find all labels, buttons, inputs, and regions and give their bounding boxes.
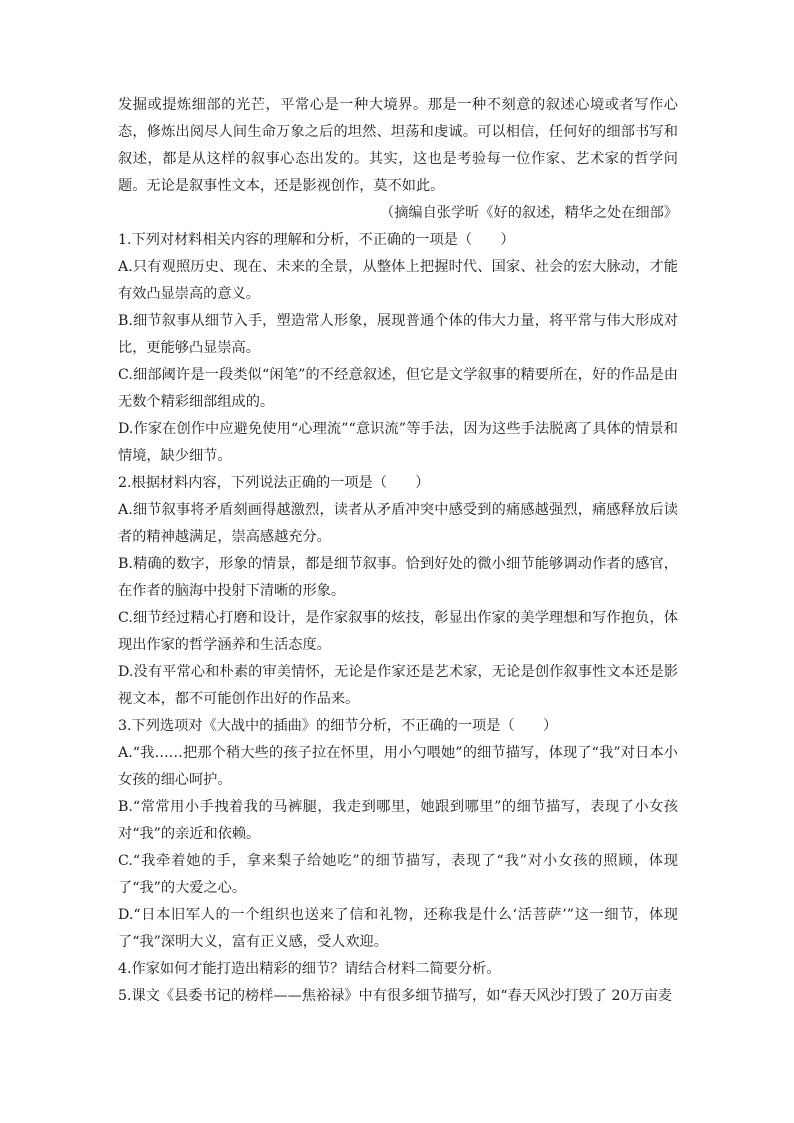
- option-d: D.没有平常心和朴素的审美情怀，无论是作家还是艺术家，无论是创作叙事性文本还是影视文本，都不可能创作出好的作品来。: [118, 664, 678, 707]
- option-c: C.细部阈许是一段类似“闲笔”的不经意叙述，但它是文学叙事的精要所在，好的作品是由无数个精彩细部组成的。: [118, 367, 678, 410]
- question-stem: 2.根据材料内容，下列说法正确的一项是（ ）: [118, 475, 430, 491]
- question-1: [118, 227, 678, 470]
- option-c: C.细节经过精心打磨和设计，是作家叙事的炫技，彰显出作家的美学理想和写作抱负，体现出作家的哲学涵养和生活态度。: [118, 610, 678, 653]
- option-a: A.细节叙事将矛盾刻画得越激烈，读者从矛盾冲突中感受到的痛感越强烈，痛感释放后读者的精神越满足，崇高感越充分。: [118, 502, 678, 545]
- question-stem: 3.下列选项对《大战中的插曲》的细节分析，不正确的一项是（ ）: [118, 718, 558, 734]
- question-3: [118, 713, 678, 956]
- question-stem: 4.作家如何才能打造出精彩的细节？请结合材料二简要分析。: [118, 961, 501, 977]
- option-d: D.“日本旧军人的一个组织也送来了信和礼物，还称我是什么‘活菩萨’”这一细节，体现了“我”深明大义，富有正义感，受人欢迎。: [118, 907, 678, 950]
- option-b: B.“常常用小手拽着我的马裤腿，我走到哪里，她跟到哪里”的细节描写，表现了小女孩对“我”的亲近和依赖。: [118, 799, 678, 842]
- option-a: A.“我……把那个稍大些的孩子拉在怀里，用小勺喂她”的细节描写，体现了“我”对日本小女孩的细心呵护。: [118, 745, 678, 788]
- option-b: B.细节叙事从细节入手，塑造常人形象，展现普通个体的伟大力量，将平常与伟大形成对比，更能够凸显崇高。: [118, 313, 678, 356]
- option-d: D.作家在创作中应避免使用“心理流”“意识流”等手法，因为这些手法脱离了具体的情景和情境，缺少细节。: [118, 421, 678, 464]
- question-5: [118, 983, 678, 1010]
- option-b: B.精确的数字，形象的情景，都是细节叙事。恰到好处的微小细节能够调动作者的感官，在作者的脑海中投射下清晰的形象。: [118, 556, 678, 599]
- question-4: [118, 956, 678, 983]
- option-a: A.只有观照历史、现在、未来的全景，从整体上把握时代、国家、社会的宏大脉动，才能有效凸显崇高的意义。: [118, 259, 678, 302]
- question-2: [118, 470, 678, 713]
- question-stem: 1.下列对材料相关内容的理解和分析，不正确的一项是（ ）: [118, 232, 515, 248]
- option-c: C.“我牵着她的手，拿来梨子给她吃”的细节描写，表现了“我”对小女孩的照顾，体现了“我”的大爱之心。: [118, 853, 678, 896]
- passage-source: （摘编自张学昕《好的叙述，精华之处在细部》: [380, 205, 678, 221]
- passage-paragraph: 发掘或提炼细部的光芒，平常心是一种大境界。那是一种不刻意的叙述心境或者写作心态，修炼出阅尽人间生命万象之后的坦然、坦荡和虔诚。可以相信，任何好的细部书写和叙述，都是从这样的叙事心态出发的。其实，这也是考验每一位作家、艺术家的哲学问题。无论是叙事性文本，还是影视创作，莫不如此。: [118, 97, 678, 194]
- document-content: [118, 92, 678, 1010]
- question-stem: 5.课文《县委书记的榜样——焦裕禄》中有很多细节描写，如“春天风沙打毁了 20万亩麦: [118, 988, 673, 1004]
